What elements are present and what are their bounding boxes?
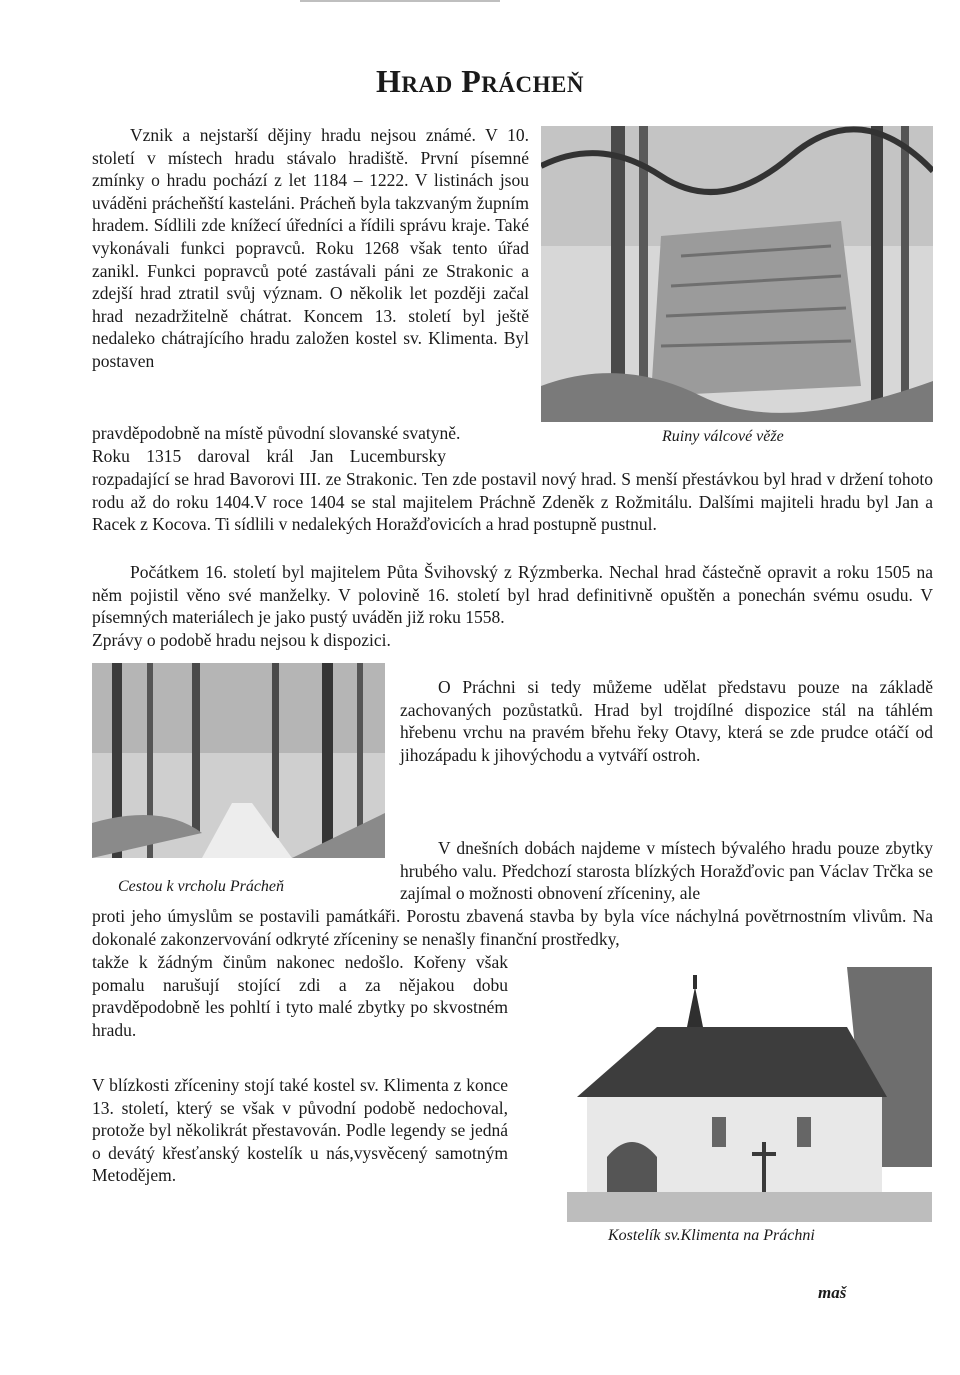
paragraph-bavor: rozpadající se hrad Bavorovi III. ze Strakonic. Ten zde postavil nový hrad. S menší přestávkou byl hrad v držení tohoto rodu až do roku 1404.V roce 1404 se stal majitelem Práchně Zdeněk z Rožmitálu. Dalšími majiteli hradu byl Jan a Racek z Kocova. Ti sídlili v nedalekých Horažďovicích a hrad postupně pustnul.: [92, 469, 933, 535]
paragraph-conservation: proti jeho úmyslům se postavili památkáři. Porostu zbavená stavba by byla více náchylná povětrnostním vlivům. Na dokonalé zakonzervování odkryté zříceniny se nenašly finanční prostředky,: [92, 906, 933, 949]
paragraph-no-records: Zprávy o podobě hradu nejsou k dispozici.: [92, 630, 391, 650]
paragraph-remains: O Práchni si tedy můžeme udělat představu pouze na základě zachovaných pozůstatků. Hrad byl trojdílné dispozice stál na táhlém hřebenu vrchu na pravém břehu řeky Otavy, která se zde prudce otáčí od jihozápadu k jihovýchodu a vytváří ostroh.: [400, 677, 933, 765]
paragraph-roots: takže k žádným činům nakonec nedošlo. Kořeny však pomalu narušují stojící zdi a za nějakou dobu pravděpodobně les pohltí i tyto malé zbytky po skvostném hradu.: [92, 952, 508, 1040]
paragraph-today: V dnešních dobách najdeme v místech bývalého hradu pouze zbytky hrubého valu. Předchozí starosta blízkých Horažďovic pan Václav Trčka se zajímal o možnosti obnovení zříceniny, ale: [400, 838, 933, 904]
paragraph-church: V blízkosti zříceniny stojí také kostel sv. Klimenta z konce 13. století, který se však v původní podobě nedochoval, protože byl několikrát přestavován. Podle legendy se jedná o devátý křesťanský kostelík u nás,vysvěcený samotným Metodějem.: [92, 1075, 508, 1186]
paragraph-line-king: Roku 1315 daroval král Jan Lucembursky: [92, 446, 447, 466]
photo-tower-ruins: [541, 126, 933, 422]
page-title: HRAD PRÁCHEŇ: [376, 63, 584, 99]
caption-tower: Ruiny válcové věže: [662, 428, 784, 445]
photo-forest-path: [92, 663, 385, 858]
caption-church: Kostelík sv.Klimenta na Práchni: [608, 1227, 815, 1244]
author-signature: maš: [818, 1283, 847, 1302]
paragraph-origins: Vznik a nejstarší dějiny hradu nejsou známé. V 10. století v místech hradu stávalo hradiště. První písemné zmínky o hradu pochází z let 1184 – 1222. V listinách jsou uváděni prácheňští kasteláni. Prácheň byla takzvaným župním hradem. Sídlili zde knížecí úředníci a řídili správu kraje. Také vykonávali funkci popravců. Roku 1268 však tento úřad zanikl. Funkci popravců poté zastávali páni ze Strakonic a zdejší hrad ztratil svůj význam. O několik let později začal hrad nezadržitelně chátrat. Koncem 13. století byl ještě nedaleko chátrajícího hradu založen kostel sv. Klimenta. Byl postaven: [92, 125, 529, 371]
photo-church: [567, 967, 932, 1222]
caption-path: Cestou k vrcholu Prácheň: [118, 878, 285, 895]
top-rule: [300, 0, 500, 2]
paragraph-line-slavic: pravděpodobně na místě původní slovanské svatyně.: [92, 423, 461, 443]
paragraph-svihovsky: Počátkem 16. století byl majitelem Půta Švihovský z Rýzmberka. Nechal hrad částečně opravit a roku 1505 na něm pojistil věno své manželky. V polovině 16. století byl hrad definitivně opuštěn a ponechán svému osudu. V písemných materiálech je jako pustý uváděn již roku 1558.: [92, 562, 933, 628]
